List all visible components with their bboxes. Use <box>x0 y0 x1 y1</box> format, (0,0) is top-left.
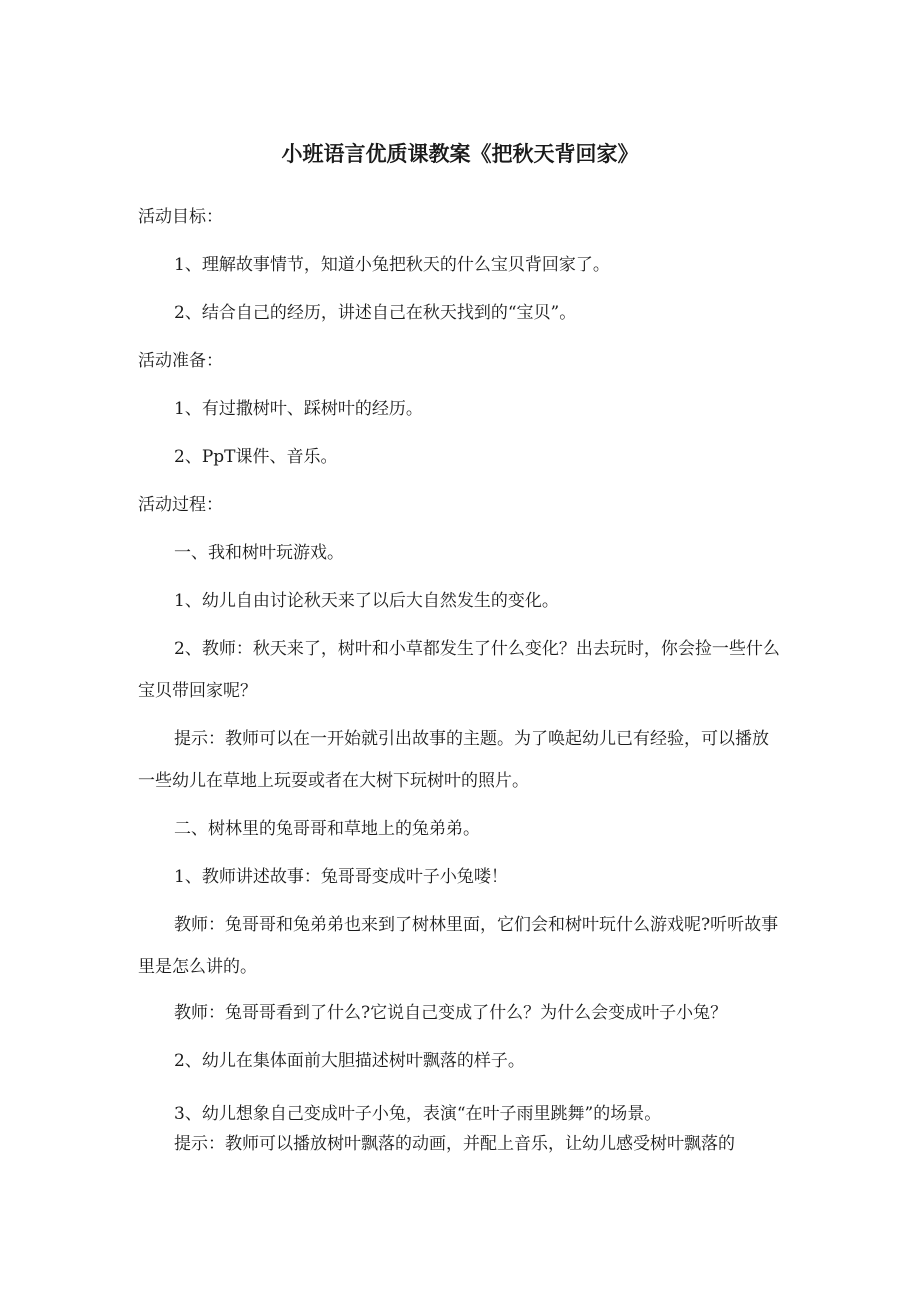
process-line: 一、我和树叶玩游戏。 <box>174 543 344 563</box>
process-line: 提示：教师可以播放树叶飘落的动画，并配上音乐，让幼儿感受树叶飘落的 <box>174 1134 735 1154</box>
process-line: 宝贝带回家呢？ <box>138 681 257 701</box>
process-line: 提示：教师可以在一开始就引出故事的主题。为了唤起幼儿已有经验，可以播放 <box>174 729 769 749</box>
process-line: 教师：兔哥哥看到了什么?它说自己变成了什么？为什么会变成叶子小兔？ <box>174 1003 728 1023</box>
process-heading: 活动过程： <box>138 495 223 515</box>
process-line: 2、教师：秋天来了，树叶和小草都发生了什么变化？出去玩时，你会捡一些什么 <box>174 639 780 659</box>
document-title: 小班语言优质课教案《把秋天背回家》 <box>281 141 639 166</box>
process-line: 一些幼儿在草地上玩耍或者在大树下玩树叶的照片。 <box>138 771 529 791</box>
process-line: 里是怎么讲的。 <box>138 957 257 977</box>
goals-heading: 活动目标： <box>138 207 223 227</box>
process-line: 二、树林里的兔哥哥和草地上的兔弟弟。 <box>174 819 480 839</box>
process-line: 3、幼儿想象自己变成叶子小兔，表演“在叶子雨里跳舞”的场景。 <box>174 1104 662 1124</box>
process-line: 教师：兔哥哥和兔弟弟也来到了树林里面，它们会和树叶玩什么游戏呢?听听故事 <box>174 915 779 935</box>
process-line: 1、幼儿自由讨论秋天来了以后大自然发生的变化。 <box>174 591 559 611</box>
goal-item-2: 2、结合自己的经历，讲述自己在秋天找到的“宝贝”。 <box>174 303 577 323</box>
prep-item-1: 1、有过撒树叶、踩树叶的经历。 <box>174 399 423 419</box>
prep-item-2: 2、PpT课件、音乐。 <box>174 447 338 467</box>
prep-heading: 活动准备： <box>138 351 223 371</box>
process-line: 1、教师讲述故事：兔哥哥变成叶子小兔喽！ <box>174 867 508 887</box>
goal-item-1: 1、理解故事情节，知道小兔把秋天的什么宝贝背回家了。 <box>174 255 610 275</box>
process-line: 2、幼儿在集体面前大胆描述树叶飘落的样子。 <box>174 1051 525 1071</box>
